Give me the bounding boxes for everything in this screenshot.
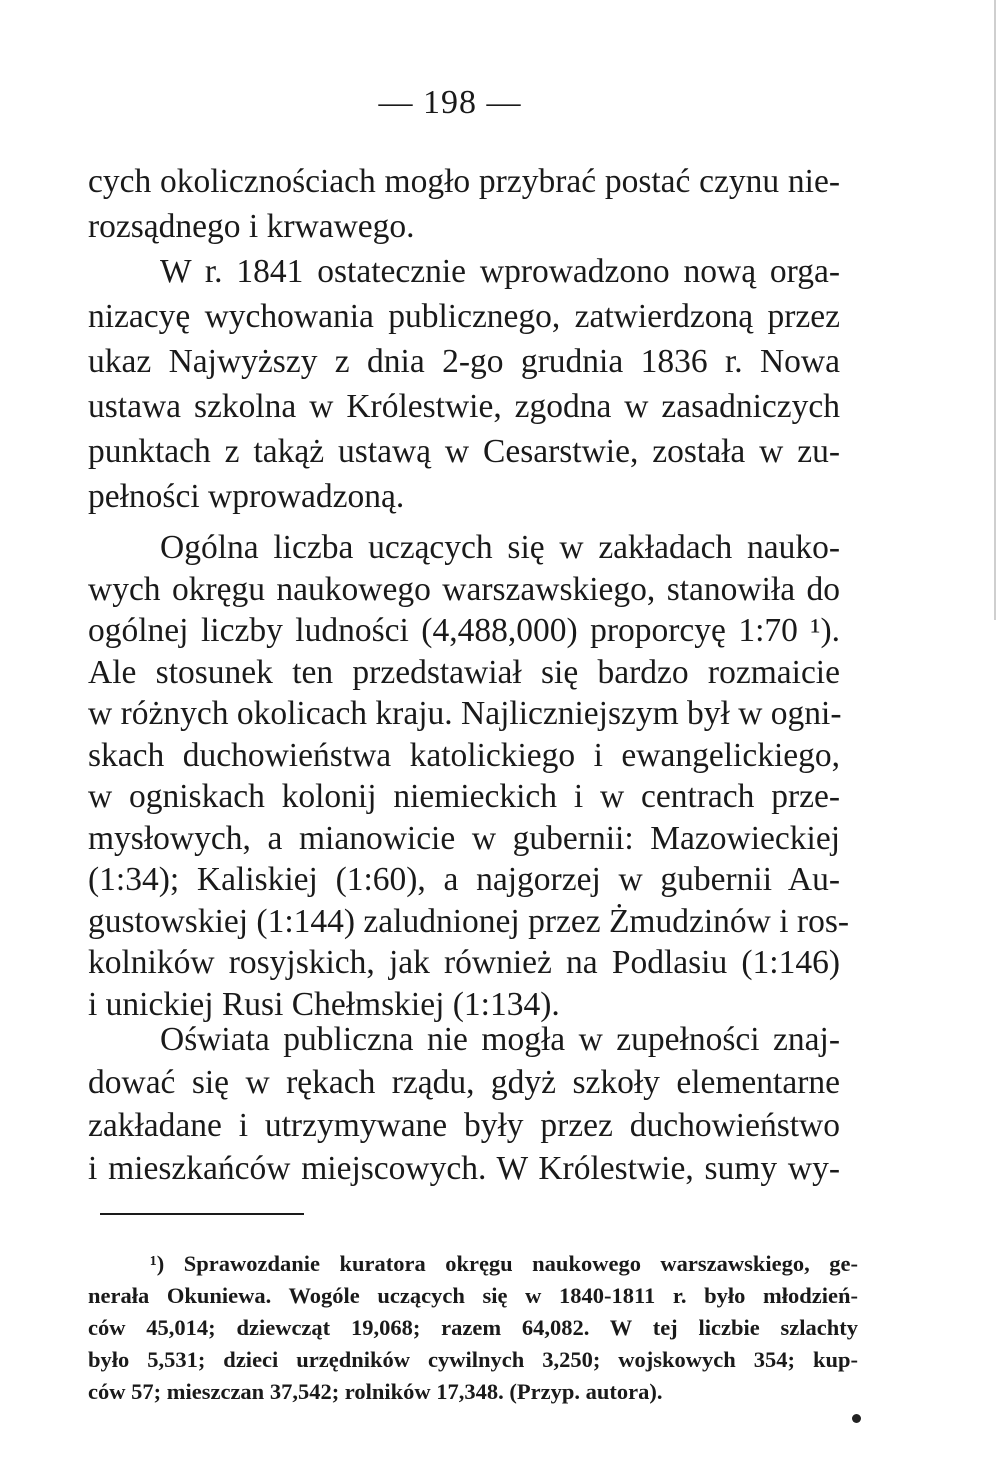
body-line: i unickiej Rusi Chełmskiej (1:134).: [88, 985, 560, 1023]
body-line: rozsądnego i krwawego.: [88, 208, 415, 245]
body-line: cych okolicznościach mogło przybrać postać czynu nie-: [88, 163, 840, 200]
body-line: ogólnej liczby ludności (4,488,000) proporcyę 1:70 ¹).: [88, 612, 840, 649]
body-line: (1:34); Kaliskiej (1:60), a najgorzej w gubernii Au-: [88, 861, 840, 898]
body-line: Ale stosunek ten przedstawiał się bardzo rozmaicie: [88, 653, 840, 691]
body-line: gustowskiej (1:144) zaludnionej przez Żmudzinów i ros-: [88, 902, 850, 940]
body-line: zakładane i utrzymywane były przez duchowieństwo: [88, 1107, 840, 1144]
body-line: Oświata publiczna nie mogła w zupełności znaj-: [160, 1021, 840, 1058]
body-line: w różnych okolicach kraju. Najliczniejszym był w ogni-: [88, 695, 842, 732]
footnote-line: ców 57; mieszczan 37,542; rolników 17,348. (Przyp. autora).: [88, 1379, 663, 1404]
body-line: nizacyę wychowania publicznego, zatwierdzoną przez: [88, 298, 840, 335]
footnote-line: ¹) Sprawozdanie kuratora okręgu naukowego warszawskiego, ge-: [150, 1251, 858, 1276]
body-line: wych okręgu naukowego warszawskiego, stanowiła do: [88, 570, 840, 608]
body-line: punktach z takąż ustawą w Cesarstwie, została w zu-: [88, 433, 840, 470]
body-line: i mieszkańców miejscowych. W Królestwie, sumy wy-: [88, 1150, 840, 1187]
body-line: skach duchowieństwa katolickiego i ewangelickiego,: [88, 736, 840, 774]
footnote-separator: [100, 1213, 304, 1215]
body-line: ustawa szkolna w Królestwie, zgodna w zasadniczych: [88, 388, 840, 425]
page-number: — 198 —: [378, 84, 522, 121]
body-line: w ogniskach kolonij niemieckich i w centrach prze-: [88, 778, 840, 815]
body-line: dować się w rękach rządu, gdyż szkoły elementarne: [88, 1064, 840, 1101]
body-line: W r. 1841 ostatecznie wprowadzono nową orga-: [160, 253, 840, 290]
body-line: mysłowych, a mianowicie w gubernii: Mazowieckiej: [88, 819, 840, 857]
footnote-line: ców 45,014; dziewcząt 19,068; razem 64,082. W tej liczbie szlachty: [88, 1315, 858, 1340]
ink-speck: [852, 1414, 861, 1423]
page-edge-line: [994, 0, 996, 620]
body-line: kolników rosyjskich, jak również na Podlasiu (1:146): [88, 944, 840, 981]
footnote-line: było 5,531; dzieci urzędników cywilnych 3,250; wojskowych 354; kup-: [88, 1347, 858, 1372]
body-line: Ogólna liczba uczących się w zakładach nauko-: [160, 529, 840, 566]
body-line: ukaz Najwyższy z dnia 2-go grudnia 1836 r. Nowa: [88, 343, 840, 380]
footnote-line: nerała Okuniewa. Wogóle uczących się w 1840-1811 r. było młodzień-: [88, 1283, 858, 1308]
body-line: pełności wprowadzoną.: [88, 478, 405, 515]
